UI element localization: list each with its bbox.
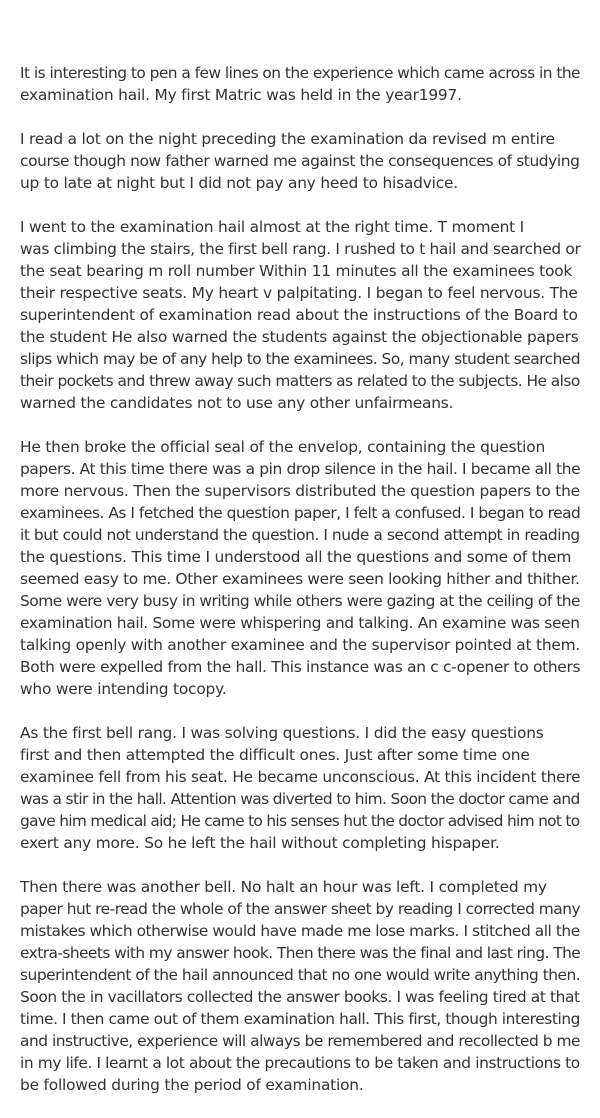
text-line: the student He also warned the students against the objectionable papers <box>20 328 579 346</box>
text-line: mistakes which otherwise would have made me lose marks. I stitched all the <box>20 922 580 940</box>
text-line: Soon the in vacillators collected the answer books. I was feeling tired at that <box>20 988 580 1006</box>
text-line: time. I then came out of them examination hall. This first, though interesting <box>20 1010 581 1028</box>
text-line: course though now father warned me against the consequences of studying <box>20 152 580 170</box>
paragraph-arrival <box>20 216 580 414</box>
paragraph-solving <box>20 722 580 854</box>
text-line: Then there was another bell. No halt an hour was left. I completed my <box>20 878 547 896</box>
text-line: paper hut re-read the whole of the answer sheet by reading I corrected many <box>20 900 581 918</box>
text-line: superintendent of examination read about the instructions of the Board to <box>20 306 578 324</box>
essay-document <box>20 62 580 1118</box>
text-line: the seat bearing m roll number Within 11 minutes all the examinees took <box>20 262 573 280</box>
text-line: the questions. This time I understood all the questions and some of them <box>20 548 572 566</box>
text-line: examination hail. My first Matric was held in the year1997. <box>20 86 462 104</box>
text-line: As the first bell rang. I was solving questions. I did the easy questions <box>20 724 544 742</box>
text-line: it but could not understand the question. I nude a second attempt in reading <box>20 526 580 544</box>
text-line: It is interesting to pen a few lines on the experience which came across in the <box>20 64 580 82</box>
text-line: slips which may be of any help to the examinees. So, many student searched <box>20 350 581 368</box>
text-line: examinee fell from his seat. He became unconscious. At this incident there <box>20 768 581 786</box>
text-line: first and then attempted the difficult ones. Just after some time one <box>20 746 530 764</box>
text-line: more nervous. Then the supervisors distributed the question papers to the <box>20 482 580 500</box>
paragraph-question-papers <box>20 436 580 700</box>
text-line: exert any more. So he left the hail without completing hispaper. <box>20 834 500 852</box>
paragraph-night-before <box>20 128 580 194</box>
text-line: examinees. As I fetched the question paper, I felt a confused. I began to read <box>20 504 581 522</box>
text-line: I read a lot on the night preceding the examination da revised m entire <box>20 130 555 148</box>
text-line: extra-sheets with my answer hook. Then there was the final and last ring. The <box>20 944 581 962</box>
paragraph-conclusion <box>20 876 580 1096</box>
paragraph-intro <box>20 62 580 106</box>
text-line: talking openly with another examinee and the supervisor pointed at them. <box>20 636 581 654</box>
text-line: He then broke the official seal of the envelop, containing the question <box>20 438 546 456</box>
text-line: papers. At this time there was a pin drop silence in the hail. I became all the <box>20 460 581 478</box>
text-line: seemed easy to me. Other examinees were seen looking hither and thither. <box>20 570 580 588</box>
text-line: superintendent of the hail announced that no one would write anything then. <box>20 966 581 984</box>
text-line: their respective seats. My heart v palpitating. I began to feel nervous. The <box>20 284 578 302</box>
text-line: gave him medical aid; He came to his senses hut the doctor advised him not to <box>20 812 580 830</box>
text-line: was a stir in the hall. Attention was diverted to him. Soon the doctor came and <box>20 790 580 808</box>
text-line: and instructive, experience will always be remembered and recollected b me <box>20 1032 580 1050</box>
text-line: Both were expelled from the hall. This instance was an c c-opener to others <box>20 658 581 676</box>
text-line: I went to the examination hail almost at the right time. T moment I <box>20 218 525 236</box>
text-line: in my life. I learnt a lot about the precautions to be taken and instructions to <box>20 1054 580 1072</box>
text-line: be followed during the period of examination. <box>20 1076 364 1094</box>
text-line: up to late at night but I did not pay any heed to hisadvice. <box>20 174 458 192</box>
text-line: Some were very busy in writing while others were gazing at the ceiling of the <box>20 592 581 610</box>
text-line: their pockets and threw away such matters as related to the subjects. He also <box>20 372 580 390</box>
text-line: was climbing the stairs, the first bell rang. I rushed to t hail and searched or <box>20 240 581 258</box>
text-line: who were intending tocopy. <box>20 680 227 698</box>
text-line: examination hail. Some were whispering and talking. An examine was seen <box>20 614 580 632</box>
text-line: warned the candidates not to use any other unfairmeans. <box>20 394 454 412</box>
